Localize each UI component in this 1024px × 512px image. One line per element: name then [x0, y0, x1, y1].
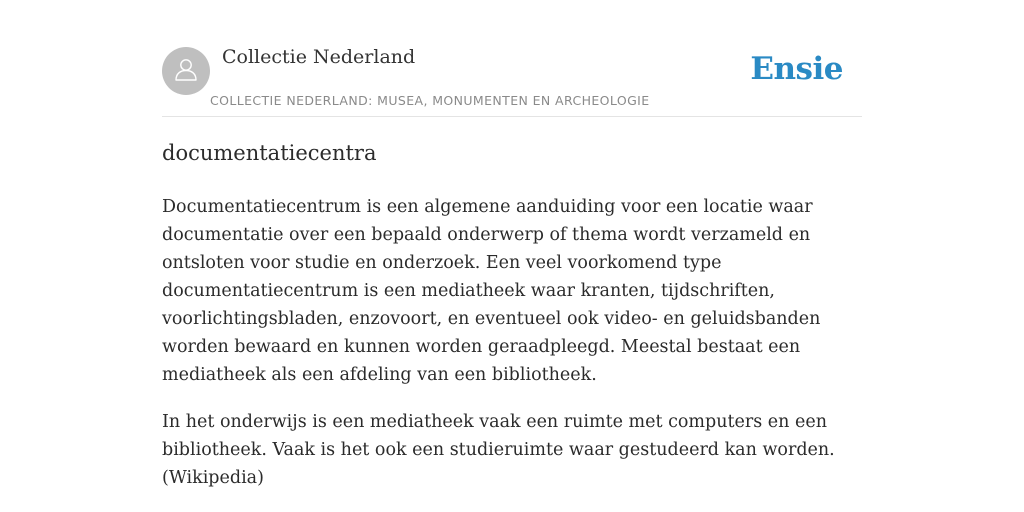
ensie-logo[interactable]: Ensie — [750, 51, 843, 87]
avatar[interactable] — [162, 47, 210, 95]
author-name[interactable]: Collectie Nederland — [222, 46, 416, 68]
source-label[interactable]: COLLECTIE NEDERLAND: MUSEA, MONUMENTEN EN ARCHEOLOGIE — [210, 93, 650, 108]
paragraph: Documentatiecentrum is een algemene aanduiding voor een locatie waar documentatie over een bepaald onderwerp of thema wordt verzameld en ontsloten voor studie en onderzoek. Een veel voorkomend type documentatiecentrum is een mediatheek waar kranten, tijdschriften, voorlichtingsbladen, enzovoort, en eventueel ook video- en geluidsbanden worden bewaard en kunnen worden geraadpleegd. Meestal bestaat een mediatheek als een afdeling van een bibliotheek. — [162, 197, 821, 385]
article-body — [162, 193, 862, 511]
page-title: documentatiecentra — [162, 141, 377, 165]
paragraph: In het onderwijs is een mediatheek vaak een ruimte met computers en een bibliotheek. Vaak is het ook een studieruimte waar gestudeerd kan worden. (Wikipedia) — [162, 412, 835, 488]
user-icon — [171, 54, 201, 89]
card-header — [162, 0, 862, 117]
definition-card — [162, 0, 862, 488]
